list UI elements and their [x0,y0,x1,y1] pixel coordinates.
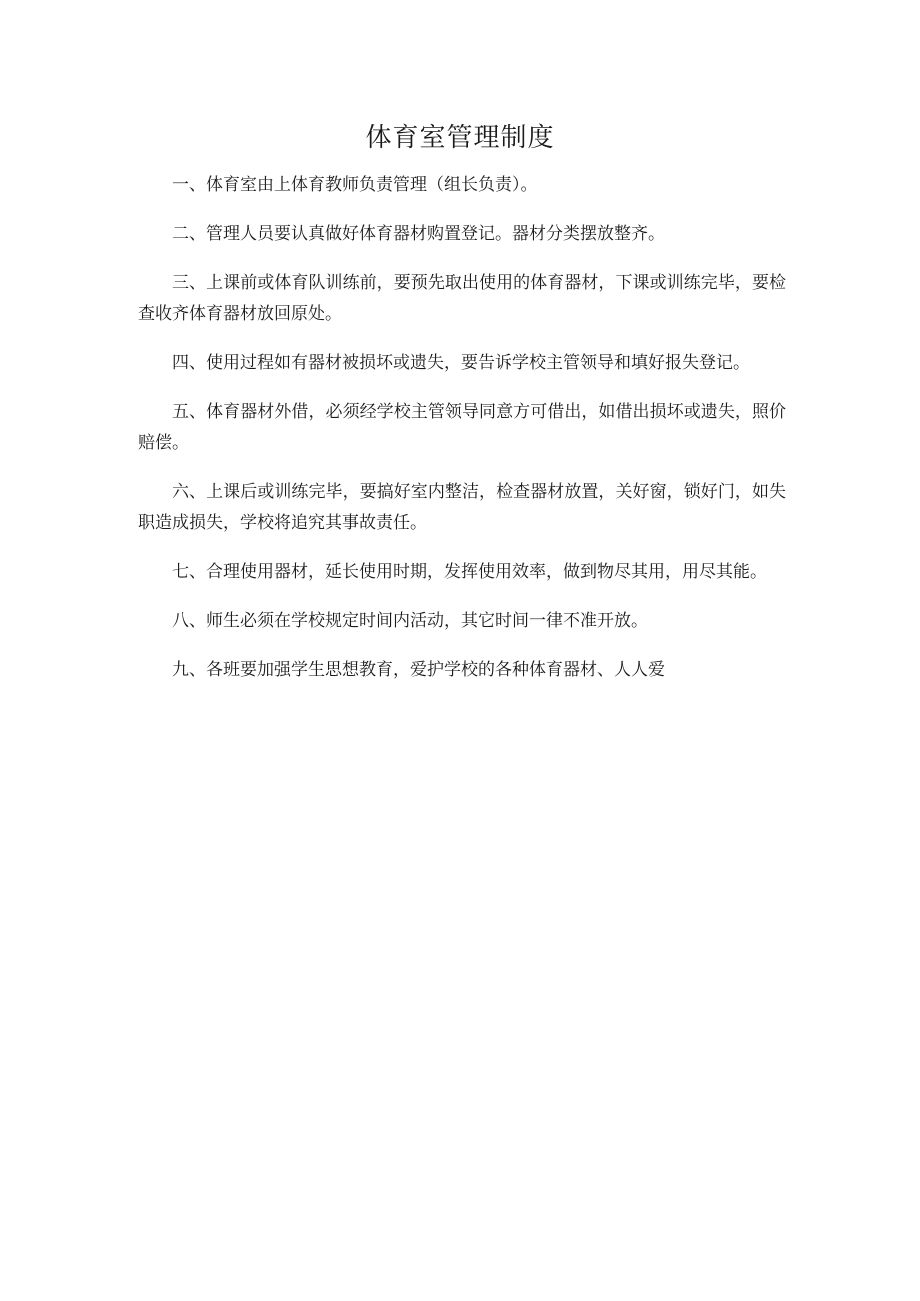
paragraph-6: 六、上课后或训练完毕，要搞好室内整洁，检查器材放置，关好窗，锁好门，如失职造成损失，学校将追究其事故责任。 [138,482,786,533]
paragraph-3: 三、上课前或体育队训练前，要预先取出使用的体育器材，下课或训练完毕，要检查收齐体育器材放回原处。 [138,273,786,324]
paragraph-8: 八、师生必须在学校规定时间内活动，其它时间一律不准开放。 [172,611,648,631]
document-body [138,170,786,704]
paragraph-4: 四、使用过程如有器材被损坏或遗失，要告诉学校主管领导和填好报失登记。 [172,353,750,373]
paragraph-7: 七、合理使用器材，延长使用时期，发挥使用效率，做到物尽其用，用尽其能。 [172,562,767,582]
paragraph-2: 二、管理人员要认真做好体育器材购置登记。器材分类摆放整齐。 [172,224,665,244]
document-title: 体育室管理制度 [365,123,555,153]
paragraph-9: 九、各班要加强学生思想教育，爱护学校的各种体育器材、人人爱 [172,660,665,680]
paragraph-1: 一、体育室由上体育教师负责管理（组长负责）。 [172,175,538,195]
paragraph-5: 五、体育器材外借，必须经学校主管领导同意方可借出，如借出损坏或遗失，照价赔偿。 [138,402,786,453]
